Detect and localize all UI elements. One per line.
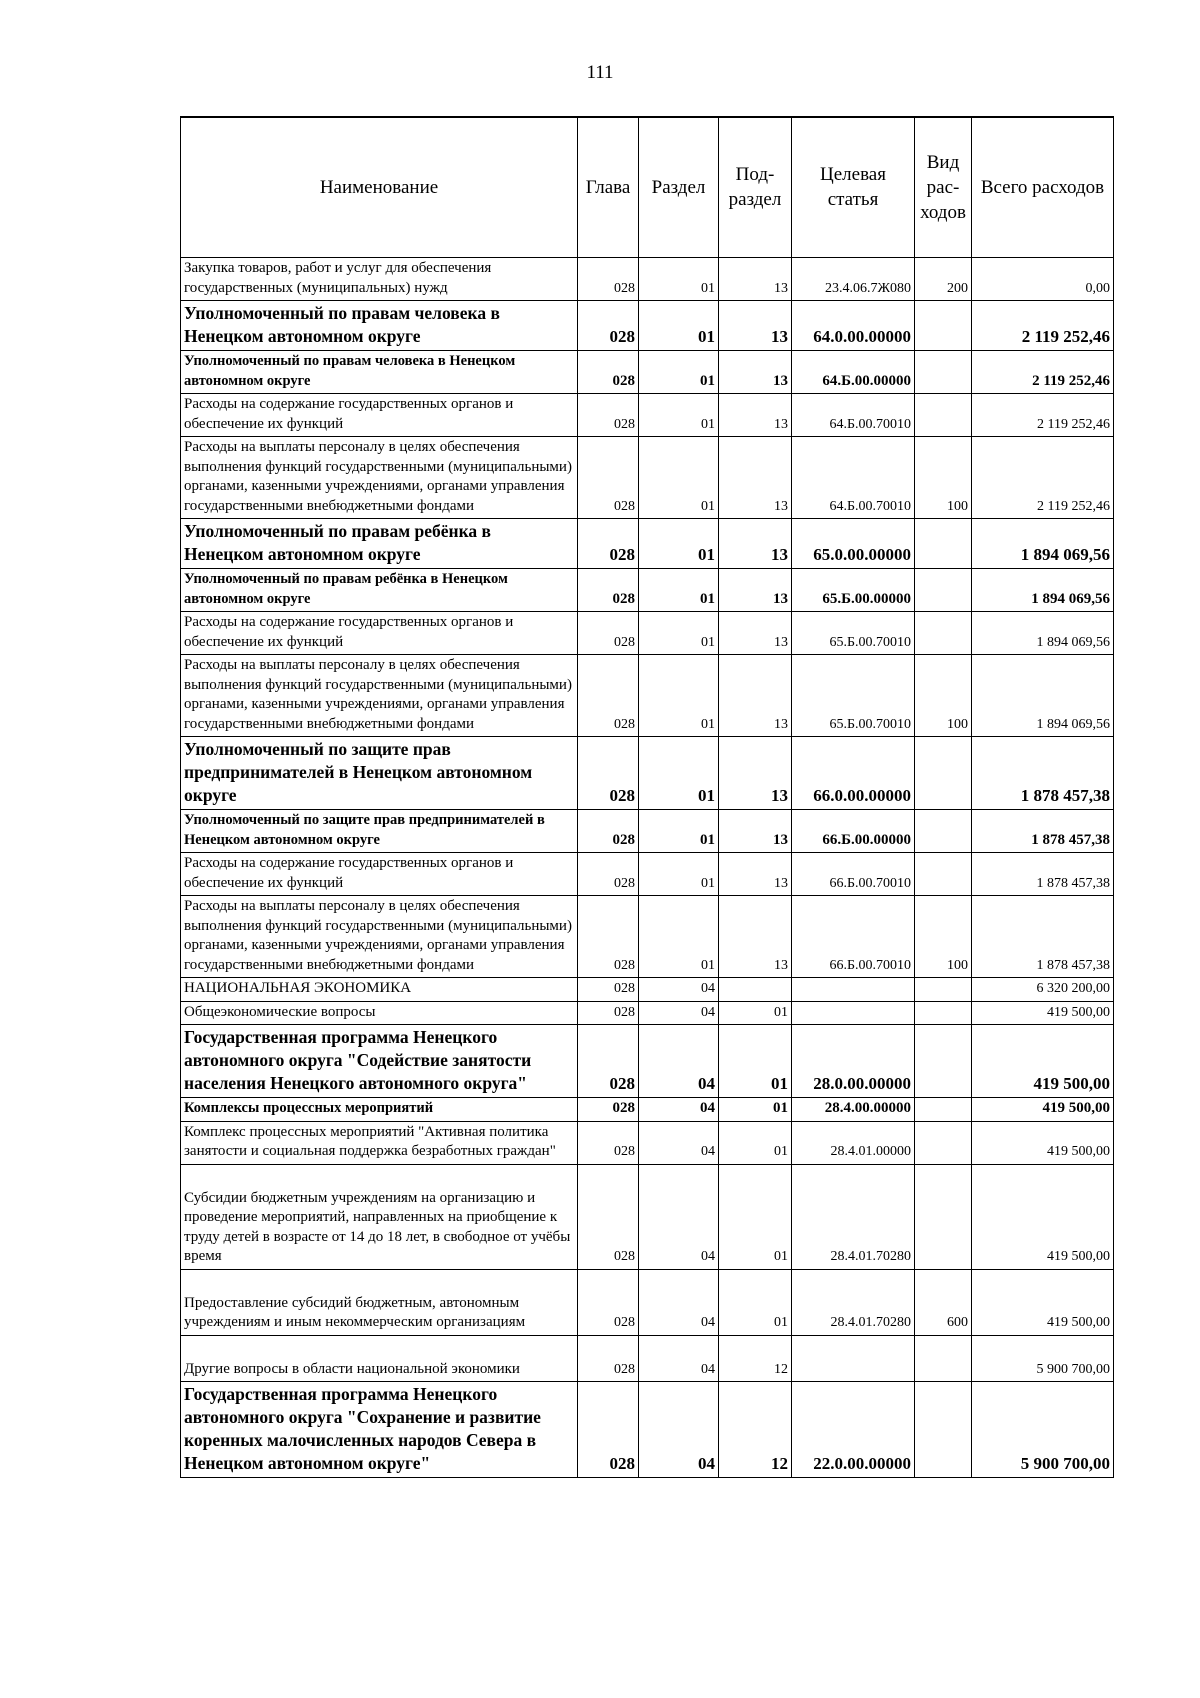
row-statya: 66.Б.00.00000 [792,810,915,853]
row-name: Уполномоченный по правам человека в Ненецком автономном округе [181,351,578,394]
table-row [181,1382,1114,1478]
row-glava: 028 [578,1121,639,1164]
row-glava: 028 [578,394,639,437]
row-total: 1 878 457,38 [972,853,1114,896]
row-podrazdel: 13 [719,737,792,810]
row-statya: 66.0.00.00000 [792,737,915,810]
row-vid [915,351,972,394]
row-podrazdel: 13 [719,853,792,896]
row-razdel: 04 [639,1164,719,1269]
row-statya [792,978,915,1002]
row-podrazdel: 01 [719,1269,792,1335]
row-name: Уполномоченный по правам человека в Ненецком автономном округе [181,301,578,351]
row-name: Комплекс процессных мероприятий "Активная политика занятости и социальная поддержка безработных граждан" [181,1121,578,1164]
row-podrazdel: 13 [719,351,792,394]
table-row [181,853,1114,896]
row-razdel: 01 [639,437,719,519]
row-glava: 028 [578,1025,639,1098]
row-glava: 028 [578,978,639,1002]
row-glava: 028 [578,896,639,978]
row-total: 1 894 069,56 [972,519,1114,569]
row-statya: 64.Б.00.70010 [792,394,915,437]
row-name: Другие вопросы в области национальной экономики [181,1335,578,1382]
table-row [181,301,1114,351]
table-row [181,612,1114,655]
header-glava: Глава [578,117,639,258]
row-podrazdel: 13 [719,437,792,519]
table-row [181,1121,1114,1164]
row-razdel: 01 [639,569,719,612]
row-glava: 028 [578,810,639,853]
row-vid: 100 [915,896,972,978]
table-row [181,978,1114,1002]
row-statya: 28.0.00.00000 [792,1025,915,1098]
row-name: Государственная программа Ненецкого автономного округа "Содействие занятости населения Ненецкого автономного округа" [181,1025,578,1098]
row-statya: 28.4.01.70280 [792,1164,915,1269]
row-name: Расходы на выплаты персоналу в целях обеспечения выполнения функций государственными (муниципальными) органами, казенными учреждениями, органами управления государственными внебюджетными фондами [181,655,578,737]
table-row [181,1164,1114,1269]
row-glava: 028 [578,1164,639,1269]
row-vid [915,1001,972,1025]
row-podrazdel: 01 [719,1164,792,1269]
row-glava: 028 [578,1335,639,1382]
row-statya: 22.0.00.00000 [792,1382,915,1478]
row-total: 419 500,00 [972,1025,1114,1098]
table-row [181,810,1114,853]
row-statya: 64.Б.00.70010 [792,437,915,519]
row-statya: 65.Б.00.70010 [792,612,915,655]
row-razdel: 01 [639,612,719,655]
table-row [181,896,1114,978]
row-total: 419 500,00 [972,1001,1114,1025]
row-total: 2 119 252,46 [972,394,1114,437]
row-podrazdel: 01 [719,1121,792,1164]
table-row [181,1335,1114,1382]
row-total: 2 119 252,46 [972,301,1114,351]
row-total: 419 500,00 [972,1098,1114,1122]
row-statya: 23.4.06.7Ж080 [792,258,915,301]
row-total: 1 894 069,56 [972,655,1114,737]
row-total: 1 878 457,38 [972,737,1114,810]
table-row [181,1098,1114,1122]
row-podrazdel: 01 [719,1001,792,1025]
row-vid [915,1335,972,1382]
row-statya [792,1001,915,1025]
row-vid: 100 [915,437,972,519]
table-row [181,351,1114,394]
row-total: 2 119 252,46 [972,351,1114,394]
row-vid [915,519,972,569]
header-vid: Вид рас- ходов [915,117,972,258]
row-statya: 28.4.01.70280 [792,1269,915,1335]
row-name: Субсидии бюджетным учреждениям на организацию и проведение мероприятий, направленных на приобщение к труду детей в возрасте от 14 до 18 лет, в свободное от учёбы время [181,1164,578,1269]
page-number: 111 [586,62,614,83]
row-vid: 100 [915,655,972,737]
row-razdel: 04 [639,1269,719,1335]
row-podrazdel: 01 [719,1098,792,1122]
row-statya: 65.Б.00.70010 [792,655,915,737]
row-name: Уполномоченный по защите прав предпринимателей в Ненецком автономном округе [181,810,578,853]
table-row [181,569,1114,612]
row-name: Уполномоченный по правам ребёнка в Ненецком автономном округе [181,569,578,612]
row-total: 419 500,00 [972,1164,1114,1269]
row-vid [915,810,972,853]
row-podrazdel: 01 [719,1025,792,1098]
row-razdel: 01 [639,810,719,853]
row-razdel: 01 [639,896,719,978]
row-razdel: 04 [639,1382,719,1478]
row-podrazdel: 13 [719,612,792,655]
row-statya: 66.Б.00.70010 [792,896,915,978]
row-name: Уполномоченный по защите прав предпринимателей в Ненецком автономном округе [181,737,578,810]
row-name: НАЦИОНАЛЬНАЯ ЭКОНОМИКА [181,978,578,1002]
row-glava: 028 [578,258,639,301]
row-razdel: 01 [639,853,719,896]
row-statya: 28.4.00.00000 [792,1098,915,1122]
row-vid [915,1098,972,1122]
row-razdel: 01 [639,351,719,394]
row-podrazdel: 13 [719,519,792,569]
row-total: 5 900 700,00 [972,1335,1114,1382]
row-total: 419 500,00 [972,1269,1114,1335]
row-vid: 600 [915,1269,972,1335]
row-glava: 028 [578,612,639,655]
row-vid [915,853,972,896]
row-glava: 028 [578,351,639,394]
row-razdel: 01 [639,655,719,737]
row-glava: 028 [578,519,639,569]
row-total: 0,00 [972,258,1114,301]
row-vid [915,978,972,1002]
row-name: Государственная программа Ненецкого автономного округа "Сохранение и развитие коренных малочисленных народов Севера в Ненецком автономном округе" [181,1382,578,1478]
table-row [181,655,1114,737]
table-row [181,1001,1114,1025]
row-podrazdel: 12 [719,1335,792,1382]
row-glava: 028 [578,853,639,896]
row-razdel: 04 [639,978,719,1002]
row-glava: 028 [578,1269,639,1335]
row-podrazdel: 13 [719,896,792,978]
row-total: 419 500,00 [972,1121,1114,1164]
row-razdel: 04 [639,1335,719,1382]
row-statya: 28.4.01.00000 [792,1121,915,1164]
row-razdel: 04 [639,1025,719,1098]
table-row [181,1269,1114,1335]
row-podrazdel: 13 [719,258,792,301]
table-row [181,1025,1114,1098]
row-name: Предоставление субсидий бюджетным, автономным учреждениям и иным некоммерческим организациям [181,1269,578,1335]
row-statya: 66.Б.00.70010 [792,853,915,896]
row-glava: 028 [578,437,639,519]
row-total: 1 878 457,38 [972,896,1114,978]
row-name: Комплексы процессных мероприятий [181,1098,578,1122]
row-vid [915,612,972,655]
row-vid [915,301,972,351]
row-podrazdel: 13 [719,394,792,437]
row-name: Общеэкономические вопросы [181,1001,578,1025]
row-glava: 028 [578,1098,639,1122]
table-row [181,394,1114,437]
row-statya [792,1335,915,1382]
row-podrazdel: 13 [719,301,792,351]
row-razdel: 01 [639,519,719,569]
row-glava: 028 [578,737,639,810]
row-vid [915,569,972,612]
row-total: 5 900 700,00 [972,1382,1114,1478]
row-razdel: 01 [639,737,719,810]
row-total: 1 894 069,56 [972,569,1114,612]
row-name: Расходы на содержание государственных органов и обеспечение их функций [181,612,578,655]
row-vid [915,1025,972,1098]
row-glava: 028 [578,1382,639,1478]
header-podrazdel: Под- раздел [719,117,792,258]
row-statya: 65.Б.00.00000 [792,569,915,612]
row-glava: 028 [578,301,639,351]
row-total: 1 878 457,38 [972,810,1114,853]
header-razdel: Раздел [639,117,719,258]
row-vid [915,737,972,810]
row-vid [915,1121,972,1164]
row-name: Уполномоченный по правам ребёнка в Ненецком автономном округе [181,519,578,569]
table-header-row [181,117,1114,258]
row-glava: 028 [578,1001,639,1025]
header-statya: Целевая статья [792,117,915,258]
row-vid [915,394,972,437]
row-statya: 65.0.00.00000 [792,519,915,569]
row-podrazdel: 12 [719,1382,792,1478]
row-podrazdel: 13 [719,655,792,737]
row-name: Закупка товаров, работ и услуг для обеспечения государственных (муниципальных) нужд [181,258,578,301]
table-row [181,737,1114,810]
row-glava: 028 [578,655,639,737]
row-podrazdel [719,978,792,1002]
row-statya: 64.0.00.00000 [792,301,915,351]
row-razdel: 01 [639,394,719,437]
row-razdel: 04 [639,1121,719,1164]
row-name: Расходы на содержание государственных органов и обеспечение их функций [181,853,578,896]
budget-table [180,116,1114,1478]
row-name: Расходы на содержание государственных органов и обеспечение их функций [181,394,578,437]
table-row [181,437,1114,519]
row-vid [915,1164,972,1269]
row-razdel: 04 [639,1098,719,1122]
row-name: Расходы на выплаты персоналу в целях обеспечения выполнения функций государственными (муниципальными) органами, казенными учреждениями, органами управления государственными внебюджетными фондами [181,437,578,519]
row-podrazdel: 13 [719,810,792,853]
header-name: Наименование [181,117,578,258]
row-total: 6 320 200,00 [972,978,1114,1002]
row-glava: 028 [578,569,639,612]
row-razdel: 01 [639,258,719,301]
header-total: Всего расходов [972,117,1114,258]
row-razdel: 04 [639,1001,719,1025]
table-row [181,258,1114,301]
row-total: 1 894 069,56 [972,612,1114,655]
row-total: 2 119 252,46 [972,437,1114,519]
row-name: Расходы на выплаты персоналу в целях обеспечения выполнения функций государственными (муниципальными) органами, казенными учреждениями, органами управления государственными внебюджетными фондами [181,896,578,978]
row-statya: 64.Б.00.00000 [792,351,915,394]
row-podrazdel: 13 [719,569,792,612]
row-razdel: 01 [639,301,719,351]
table-row [181,519,1114,569]
row-vid [915,1382,972,1478]
row-vid: 200 [915,258,972,301]
